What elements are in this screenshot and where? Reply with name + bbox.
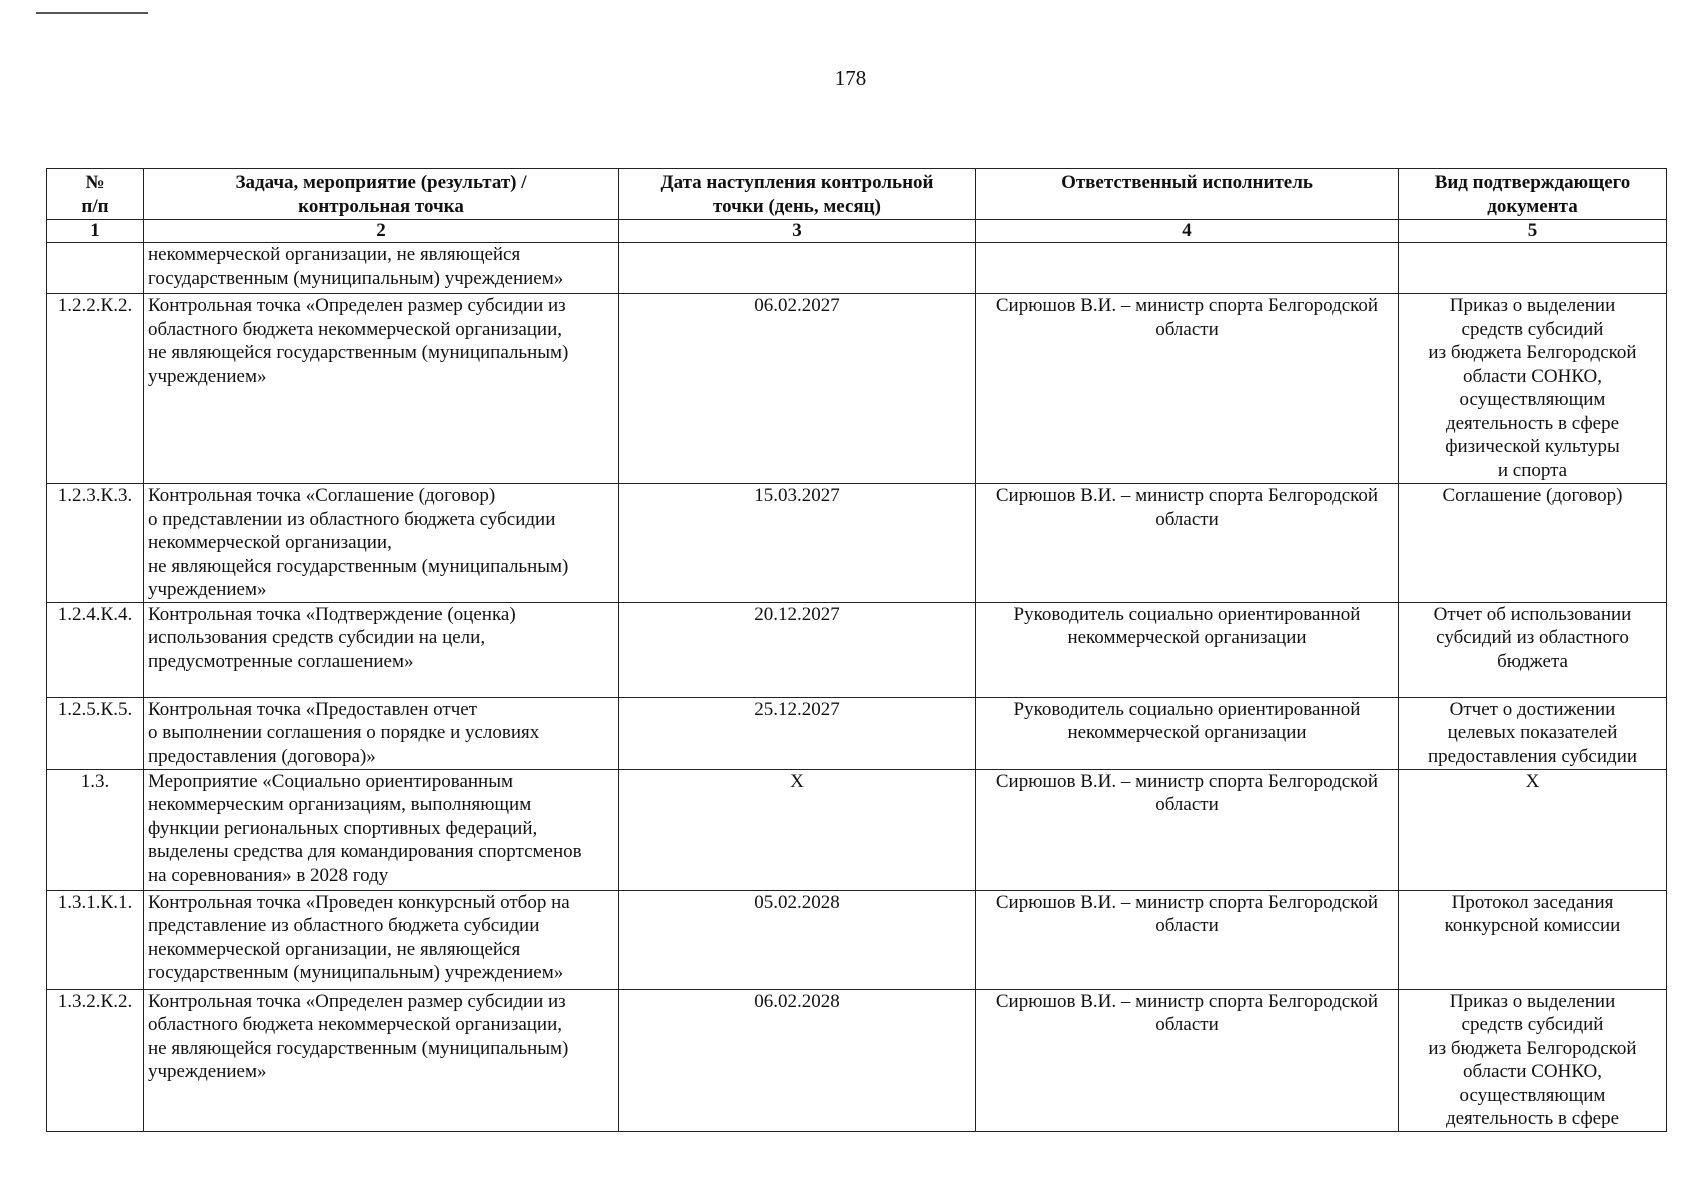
row-number: 1.3.2.К.2.: [47, 989, 144, 1131]
row-task: Контрольная точка «Соглашение (договор) о представлении из областного бюджета субсидии некоммерческой организации, не являющейся государственным (муниципальным) учреждением»: [144, 484, 619, 603]
row-task: Контрольная точка «Определен размер субсидии из областного бюджета некоммерческой организации, не являющейся государственным (муниципальным) учреждением»: [144, 294, 619, 484]
row-document: Отчет об использовании субсидий из областного бюджета: [1399, 602, 1667, 697]
header-date: Дата наступления контрольной точки (день, месяц): [619, 169, 976, 220]
table-header-row: [47, 169, 1667, 220]
row-document: Приказ о выделении средств субсидий из бюджета Белгородской области СОНКО, осуществляющим деятельность в сфере физической культуры и спорта: [1399, 294, 1667, 484]
row-responsible: Сирюшов В.И. – министр спорта Белгородской области: [976, 484, 1399, 603]
scan-margin-line: [36, 12, 148, 14]
row-document: Отчет о достижении целевых показателей предоставления субсидии: [1399, 697, 1667, 769]
row-document: X: [1399, 769, 1667, 890]
row-number: 1.2.3.К.3.: [47, 484, 144, 603]
header-task: Задача, мероприятие (результат) / контрольная точка: [144, 169, 619, 220]
table-row: [47, 602, 1667, 697]
row-document: Соглашение (договор): [1399, 484, 1667, 603]
table-row: [47, 697, 1667, 769]
row-number: 1.2.4.К.4.: [47, 602, 144, 697]
row-date: 20.12.2027: [619, 602, 976, 697]
row-date: 06.02.2027: [619, 294, 976, 484]
column-number: 4: [976, 220, 1399, 243]
row-date: X: [619, 769, 976, 890]
table-row: [47, 294, 1667, 484]
row-number: 1.3.1.К.1.: [47, 890, 144, 989]
row-task: Контрольная точка «Проведен конкурсный отбор на представление из областного бюджета субсидии некоммерческой организации, не являющейся государственным (муниципальным) учреждением»: [144, 890, 619, 989]
row-document: [1399, 243, 1667, 294]
row-document: Протокол заседания конкурсной комиссии: [1399, 890, 1667, 989]
row-number: [47, 243, 144, 294]
row-task: Контрольная точка «Определен размер субсидии из областного бюджета некоммерческой организации, не являющейся государственным (муниципальным) учреждением»: [144, 989, 619, 1131]
row-number: 1.2.5.К.5.: [47, 697, 144, 769]
table-row: [47, 769, 1667, 890]
row-responsible: Сирюшов В.И. – министр спорта Белгородской области: [976, 989, 1399, 1131]
row-date: 15.03.2027: [619, 484, 976, 603]
row-responsible: Руководитель социально ориентированной некоммерческой организации: [976, 697, 1399, 769]
row-task: Контрольная точка «Предоставлен отчет о выполнении соглашения о порядке и условиях предоставления (договора)»: [144, 697, 619, 769]
row-date: [619, 243, 976, 294]
header-document: Вид подтверждающего документа: [1399, 169, 1667, 220]
table-row: [47, 243, 1667, 294]
row-number: 1.3.: [47, 769, 144, 890]
column-number: 2: [144, 220, 619, 243]
row-task: некоммерческой организации, не являющейся государственным (муниципальным) учреждением»: [144, 243, 619, 294]
row-date: 25.12.2027: [619, 697, 976, 769]
row-task: Мероприятие «Социально ориентированным некоммерческим организациям, выполняющим функции региональных спортивных федераций, выделены средства для командирования спортсменов на соревнования» в 2028 году: [144, 769, 619, 890]
header-responsible: Ответственный исполнитель: [976, 169, 1399, 220]
row-responsible: Сирюшов В.И. – министр спорта Белгородской области: [976, 294, 1399, 484]
column-number: 3: [619, 220, 976, 243]
page-number: 178: [834, 66, 867, 90]
column-number-row: [47, 220, 1667, 243]
column-number: 1: [47, 220, 144, 243]
row-task: Контрольная точка «Подтверждение (оценка) использования средств субсидии на цели, предусмотренные соглашением»: [144, 602, 619, 697]
row-responsible: Сирюшов В.И. – министр спорта Белгородской области: [976, 769, 1399, 890]
column-number: 5: [1399, 220, 1667, 243]
row-responsible: [976, 243, 1399, 294]
header-number: № п/п: [47, 169, 144, 220]
row-document: Приказ о выделении средств субсидий из бюджета Белгородской области СОНКО, осуществляющим деятельность в сфере: [1399, 989, 1667, 1131]
table-row: [47, 890, 1667, 989]
table-row: [47, 989, 1667, 1131]
row-date: 05.02.2028: [619, 890, 976, 989]
row-number: 1.2.2.К.2.: [47, 294, 144, 484]
row-responsible: Руководитель социально ориентированной некоммерческой организации: [976, 602, 1399, 697]
table-row: [47, 484, 1667, 603]
control-points-table: [46, 168, 1667, 1132]
row-date: 06.02.2028: [619, 989, 976, 1131]
row-responsible: Сирюшов В.И. – министр спорта Белгородской области: [976, 890, 1399, 989]
